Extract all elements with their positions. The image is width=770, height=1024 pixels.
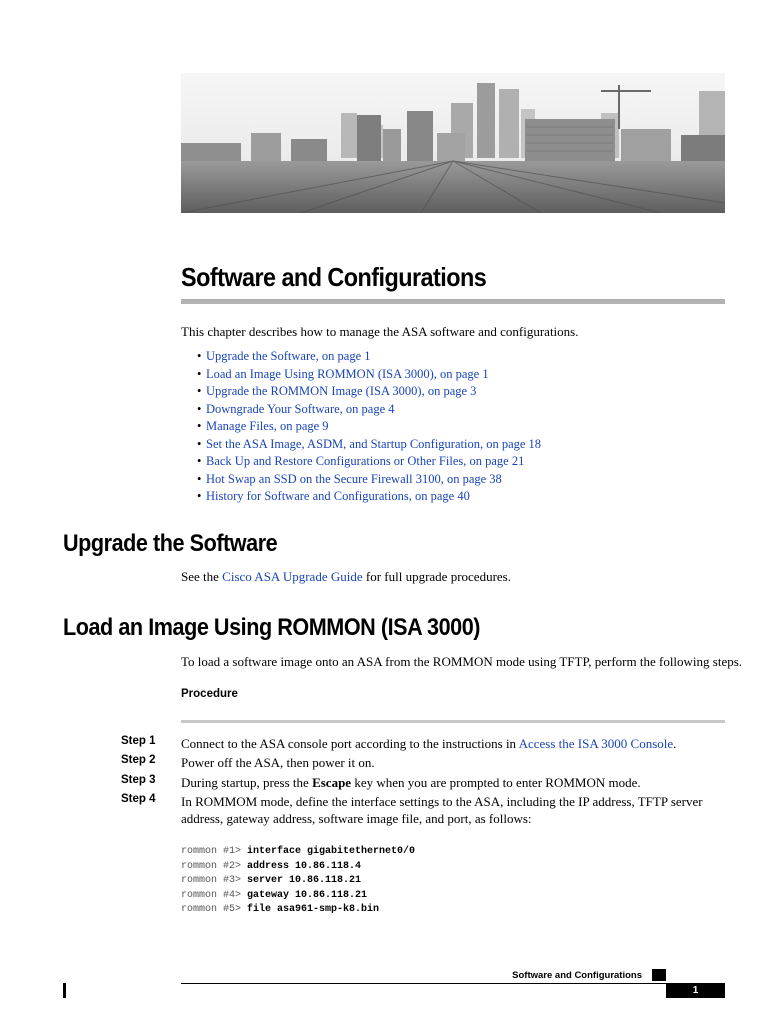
footer-chapter-title: Software and Configurations [512, 970, 642, 981]
toc-item[interactable]: • Upgrade the Software, on page 1 [197, 349, 371, 363]
load-image-intro: To load a software image onto an ASA from the ROMMON mode using TFTP, perform the following steps. [181, 654, 743, 669]
chapter-title: Software and Configurations [181, 262, 487, 292]
upgrade-paragraph: See the Cisco ASA Upgrade Guide for full upgrade procedures. [181, 569, 511, 584]
step-text: Power off the ASA, then power it on. [181, 755, 375, 770]
step-number: Step 3 [121, 774, 156, 786]
toc-item[interactable]: • Load an Image Using ROMMON (ISA 3000), on page 1 [197, 366, 489, 381]
toc-link[interactable]: Set the ASA Image, ASDM, and Startup Configuration, on page 18 [206, 436, 542, 451]
toc-item[interactable]: • Downgrade Your Software, on page 4 [197, 401, 395, 416]
toc-link[interactable]: Manage Files, on page 9 [206, 419, 329, 433]
footer-marker [652, 969, 666, 981]
step-text: Connect to the ASA console port according to the instructions in Access the ISA 3000 Console. [181, 736, 677, 751]
section-title-load-image: Load an Image Using ROMMON (ISA 3000) [63, 614, 481, 641]
footer-left-bar [63, 983, 66, 998]
toc-link[interactable]: Back Up and Restore Configurations or Other Files, on page 21 [206, 454, 525, 468]
chapter-toc [197, 348, 541, 506]
procedure-label: Procedure [181, 688, 238, 700]
step-number: Step 2 [121, 754, 156, 766]
toc-item[interactable]: • Manage Files, on page 9 [197, 419, 329, 433]
toc-item[interactable]: • Set the ASA Image, ASDM, and Startup Configuration, on page 18 [197, 436, 542, 451]
footer-rule [181, 983, 725, 984]
code-line: rommon #3> server 10.86.118.21 [181, 875, 362, 886]
step-text: In ROMMOM mode, define the interface settings to the ASA, including the IP address, TFTP server address, gateway address, software image file, and port, as follows: [181, 794, 703, 826]
toc-link[interactable]: Hot Swap an SSD on the Secure Firewall 3100, on page 38 [206, 471, 502, 486]
toc-item[interactable]: • History for Software and Configurations, on page 40 [197, 489, 470, 503]
toc-item[interactable]: • Upgrade the ROMMON Image (ISA 3000), on page 3 [197, 384, 477, 398]
toc-link[interactable]: Load an Image Using ROMMON (ISA 3000), on page 1 [206, 366, 489, 381]
step-number: Step 4 [121, 793, 156, 805]
step-text: During startup, press the Escape key when you are prompted to enter ROMMON mode. [181, 775, 641, 790]
section-title-upgrade: Upgrade the Software [63, 530, 278, 557]
code-line: rommon #1> interface gigabitethernet0/0 [181, 846, 416, 857]
toc-link[interactable]: Downgrade Your Software, on page 4 [206, 401, 395, 416]
toc-link[interactable]: Upgrade the ROMMON Image (ISA 3000), on page 3 [206, 384, 477, 398]
procedure-rule [181, 720, 725, 723]
toc-item[interactable]: • Back Up and Restore Configurations or Other Files, on page 21 [197, 454, 525, 468]
toc-link[interactable]: Upgrade the Software, on page 1 [206, 349, 371, 363]
toc-item[interactable]: • Hot Swap an SSD on the Secure Firewall 3100, on page 38 [197, 471, 502, 486]
console-access-link[interactable]: Access the ISA 3000 Console [518, 736, 674, 751]
code-line: rommon #4> gateway 10.86.118.21 [181, 889, 368, 901]
rommon-code-block [181, 845, 415, 918]
code-line: rommon #5> file asa961-smp-k8.bin [181, 904, 380, 915]
step-number: Step 1 [121, 735, 156, 747]
code-line: rommon #2> address 10.86.118.4 [181, 860, 362, 872]
chapter-title-rule [181, 299, 725, 304]
escape-key: Escape [312, 775, 352, 790]
upgrade-guide-link[interactable]: Cisco ASA Upgrade Guide [222, 569, 363, 584]
page-number: 1 [666, 983, 725, 998]
toc-link[interactable]: History for Software and Configurations, on page 40 [206, 489, 470, 503]
chapter-intro: This chapter describes how to manage the ASA software and configurations. [181, 324, 579, 339]
city-skyline-banner [181, 73, 725, 213]
